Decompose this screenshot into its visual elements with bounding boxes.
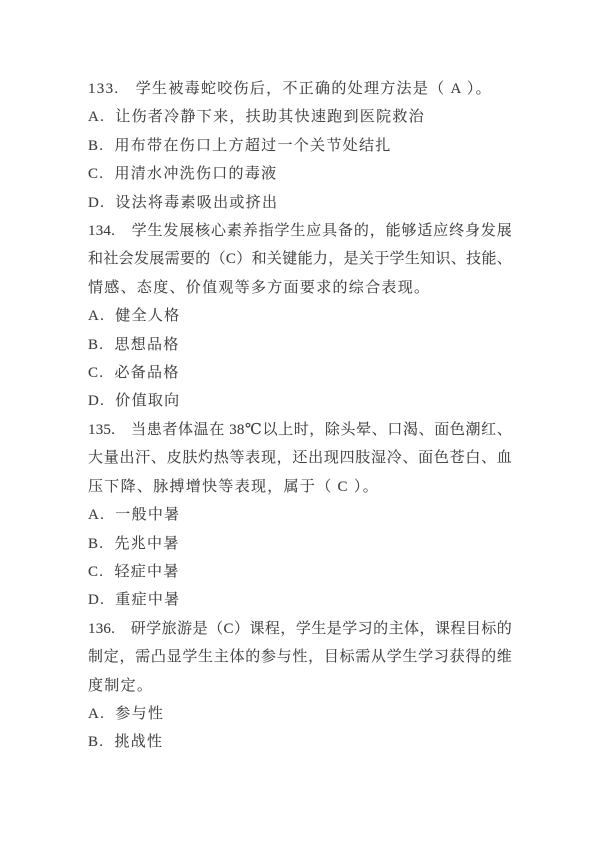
option-a: A. 让伤者冷静下来，扶助其快速跑到医院救治 <box>88 109 425 126</box>
option-d: D. 价值取向 <box>88 393 181 410</box>
question-135 <box>88 416 512 615</box>
question-list <box>88 75 512 757</box>
option-d: D. 重症中暑 <box>88 592 181 609</box>
question-136 <box>88 615 512 757</box>
question-stem-line: 度制定。 <box>88 677 154 694</box>
question-133 <box>88 75 512 217</box>
question-stem-line: 134. 学生发展核心素养指学生应具备的，能够适应终身发展 <box>88 223 512 240</box>
question-stem-line: 136. 研学旅游是（C）课程，学生是学习的主体，课程目标的 <box>88 620 512 637</box>
question-stem-line: 133. 学生被毒蛇咬伤后，不正确的处理方法是（ A ）。 <box>88 81 492 97</box>
question-stem-line: 135. 当患者体温在 38℃以上时，除头晕、口渴、面色潮红、 <box>88 421 512 438</box>
option-d: D. 设法将毒素吸出或挤出 <box>88 194 279 211</box>
question-stem-line: 压下降、脉搏增快等表现，属于（ C ）。 <box>88 478 380 495</box>
option-a: A. 参与性 <box>88 705 165 722</box>
question-134 <box>88 217 512 416</box>
option-a: A. 健全人格 <box>88 308 181 325</box>
option-b: B. 挑战性 <box>88 734 164 751</box>
question-stem-line: 和社会发展需要的（C）和关键能力，是关于学生知识、技能、 <box>88 251 512 268</box>
option-b: B. 用布带在伤口上方超过一个关节处结扎 <box>88 137 392 154</box>
option-c: C. 轻症中暑 <box>88 563 180 580</box>
option-b: B. 先兆中暑 <box>88 535 180 552</box>
option-a: A. 一般中暑 <box>88 507 181 524</box>
option-b: B. 思想品格 <box>88 336 180 353</box>
option-c: C. 必备品格 <box>88 365 180 382</box>
question-stem-line: 情感、态度、价值观等多方面要求的综合表现。 <box>88 279 431 296</box>
question-stem-line: 大量出汗、皮肤灼热等表现，还出现四肢湿冷、面色苍白、血 <box>88 450 512 467</box>
question-stem-line: 制定，需凸显学生主体的参与性，目标需从学生学习获得的维 <box>88 649 512 666</box>
option-c: C. 用清水冲洗伤口的毒液 <box>88 166 278 183</box>
